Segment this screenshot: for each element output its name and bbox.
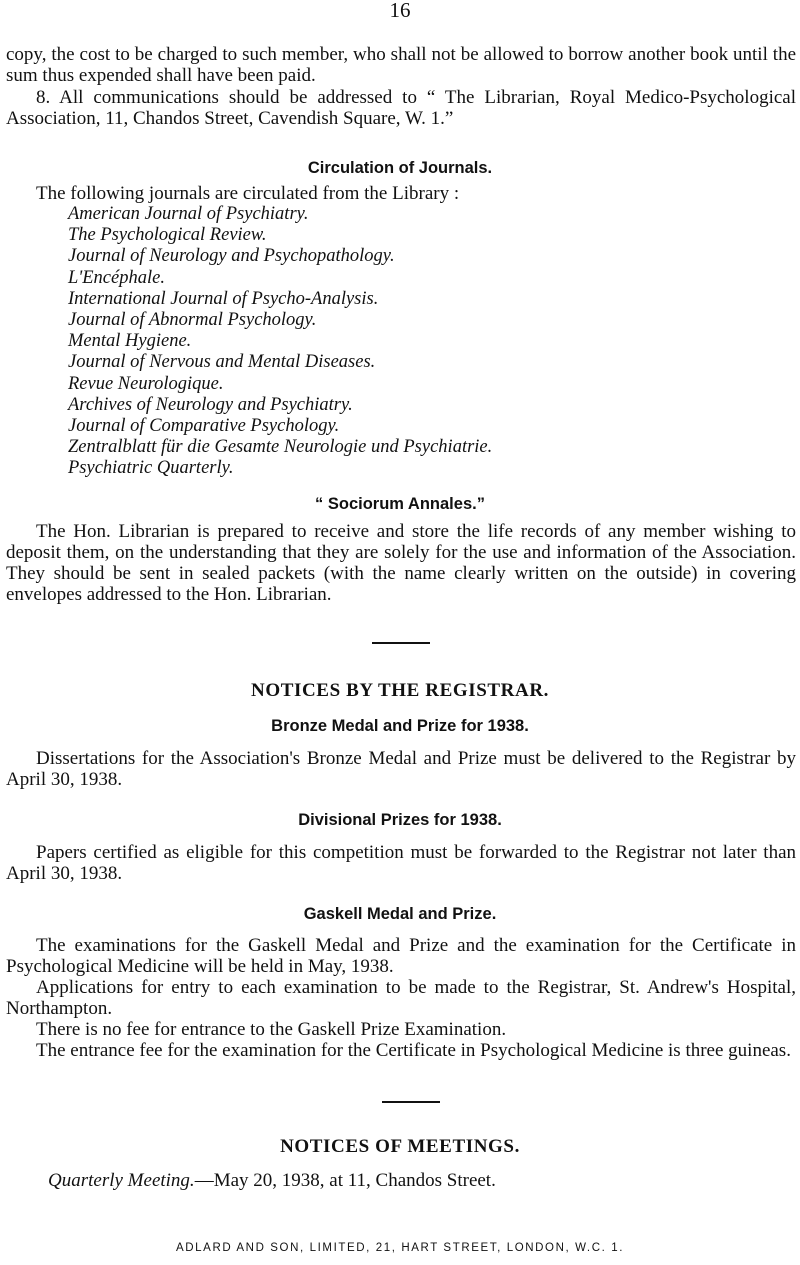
journal-item: Journal of Comparative Psychology. bbox=[68, 415, 340, 436]
section-divider bbox=[372, 642, 430, 644]
continuation-paragraph: copy, the cost to be charged to such member, who shall not be allowed to borrow another book until the sum thus expended shall have been paid. bbox=[6, 44, 796, 86]
journal-item: Journal of Abnormal Psychology. bbox=[68, 309, 317, 330]
journal-item: L'Encéphale. bbox=[68, 267, 165, 288]
circulation-heading: Circulation of Journals. bbox=[307, 159, 493, 177]
gaskell-heading: Gaskell Medal and Prize. bbox=[303, 905, 497, 923]
bronze-medal-heading: Bronze Medal and Prize for 1938. bbox=[271, 717, 529, 735]
quarterly-meeting-details: —May 20, 1938, at 11, Chandos Street. bbox=[194, 1170, 496, 1191]
quarterly-meeting-label: Quarterly Meeting. bbox=[48, 1170, 195, 1191]
rule-8-paragraph: 8. All communications should be addressed to “ The Librarian, Royal Medico-Psychological Association, 11, Chandos Street, Cavendish Square, W. 1.” bbox=[6, 87, 796, 129]
journal-item: Archives of Neurology and Psychiatry. bbox=[68, 394, 353, 415]
gaskell-paragraph: Applications for entry to each examination to be made to the Registrar, St. Andrew's Hospital, Northampton. bbox=[6, 977, 796, 1019]
bronze-medal-paragraph: Dissertations for the Association's Bronze Medal and Prize must be delivered to the Registrar by April 30, 1938. bbox=[6, 748, 796, 790]
sociorum-heading: “ Sociorum Annales.” bbox=[315, 495, 485, 513]
journal-item: Zentralblatt für die Gesamte Neurologie und Psychiatrie. bbox=[68, 437, 493, 458]
journal-item: International Journal of Psycho-Analysis. bbox=[68, 288, 379, 309]
page-number: 16 bbox=[389, 0, 411, 22]
divisional-prizes-heading: Divisional Prizes for 1938. bbox=[298, 811, 502, 829]
circulation-lead: The following journals are circulated from the Library : bbox=[36, 183, 460, 204]
sociorum-paragraph: The Hon. Librarian is prepared to receive and store the life records of any member wishing to deposit them, on the understanding that they are solely for the use and information of the Association. They should be sent in sealed packets (with the name clearly written on the outside) in covering envelopes addressed to the Hon. Librarian. bbox=[6, 521, 796, 605]
journal-item: Journal of Nervous and Mental Diseases. bbox=[68, 352, 376, 373]
gaskell-paragraph: The entrance fee for the examination for the Certificate in Psychological Medicine is three guineas. bbox=[36, 1040, 791, 1061]
meetings-heading: NOTICES OF MEETINGS. bbox=[280, 1136, 520, 1157]
journal-item: Journal of Neurology and Psychopathology. bbox=[68, 246, 395, 267]
journal-item: Mental Hygiene. bbox=[68, 331, 192, 352]
journal-list bbox=[68, 204, 492, 479]
journal-item: Revue Neurologique. bbox=[68, 373, 224, 394]
quarterly-meeting-notice bbox=[48, 1170, 796, 1191]
section-divider bbox=[382, 1101, 440, 1103]
journal-item: American Journal of Psychiatry. bbox=[68, 204, 309, 224]
printer-imprint: ADLARD AND SON, LIMITED, 21, HART STREET, LONDON, W.C. 1. bbox=[176, 1242, 624, 1254]
gaskell-paragraph: There is no fee for entrance to the Gaskell Prize Examination. bbox=[36, 1019, 507, 1040]
journal-item: Psychiatric Quarterly. bbox=[68, 458, 234, 479]
divisional-prizes-paragraph: Papers certified as eligible for this competition must be forwarded to the Registrar not later than April 30, 1938. bbox=[6, 842, 796, 884]
registrar-heading: NOTICES BY THE REGISTRAR. bbox=[251, 680, 549, 701]
gaskell-paragraph: The examinations for the Gaskell Medal and Prize and the examination for the Certificate in Psychological Medicine will be held in May, 1938. bbox=[6, 935, 796, 977]
journal-item: The Psychological Review. bbox=[68, 225, 267, 246]
